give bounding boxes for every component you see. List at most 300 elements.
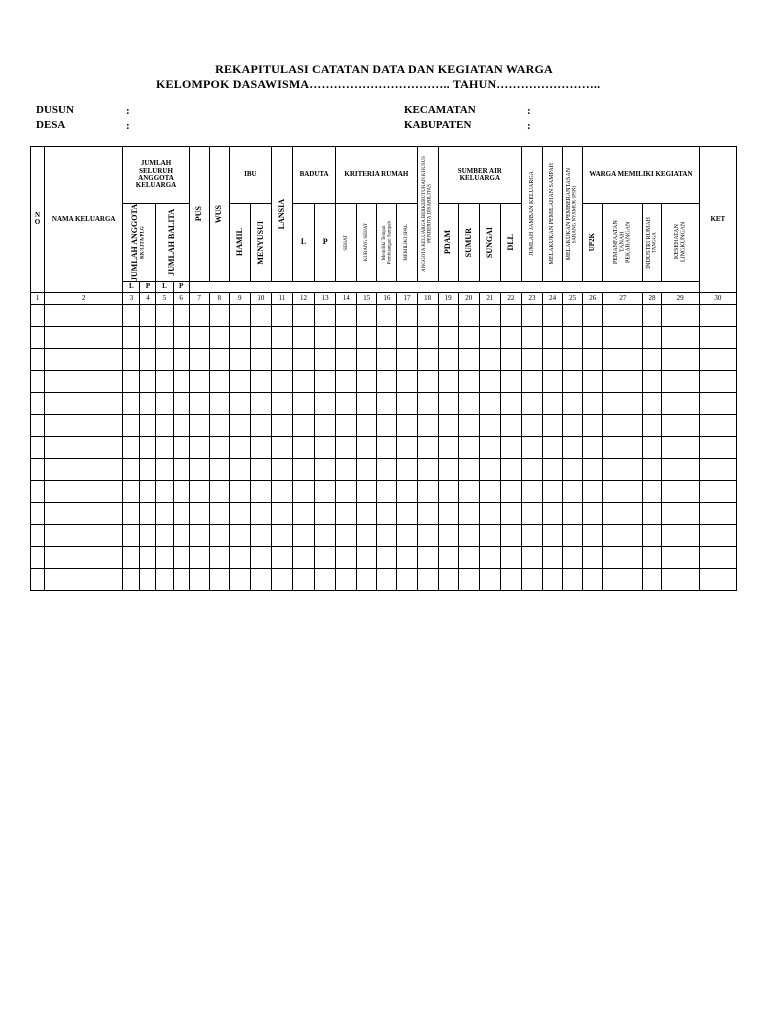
table-cell[interactable] — [250, 304, 271, 326]
table-cell[interactable] — [500, 392, 521, 414]
table-cell[interactable] — [173, 546, 189, 568]
table-cell[interactable] — [357, 348, 377, 370]
table-cell[interactable] — [397, 414, 417, 436]
table-cell[interactable] — [521, 436, 542, 458]
table-cell[interactable] — [123, 546, 140, 568]
table-cell[interactable] — [336, 546, 357, 568]
table-cell[interactable] — [173, 524, 189, 546]
table-cell[interactable] — [189, 458, 209, 480]
table-cell[interactable] — [229, 480, 250, 502]
table-cell[interactable] — [543, 502, 563, 524]
table-cell[interactable] — [315, 436, 336, 458]
table-cell[interactable] — [661, 546, 699, 568]
table-cell[interactable] — [173, 392, 189, 414]
table-cell[interactable] — [189, 546, 209, 568]
table-cell[interactable] — [500, 436, 521, 458]
table-cell[interactable] — [123, 304, 140, 326]
table-cell[interactable] — [543, 392, 563, 414]
table-cell[interactable] — [229, 502, 250, 524]
table-cell[interactable] — [357, 502, 377, 524]
table-cell[interactable] — [271, 370, 292, 392]
table-cell[interactable] — [643, 524, 661, 546]
table-cell[interactable] — [661, 524, 699, 546]
table-cell[interactable] — [458, 524, 479, 546]
table-cell[interactable] — [603, 348, 643, 370]
table-cell[interactable] — [543, 480, 563, 502]
table-cell[interactable] — [521, 458, 542, 480]
table-cell[interactable] — [209, 502, 229, 524]
table-cell[interactable] — [156, 370, 173, 392]
table-cell[interactable] — [271, 502, 292, 524]
table-cell[interactable] — [458, 370, 479, 392]
table-cell[interactable] — [271, 480, 292, 502]
table-cell[interactable] — [479, 502, 500, 524]
table-cell[interactable] — [336, 436, 357, 458]
table-cell[interactable] — [563, 546, 583, 568]
table-cell[interactable] — [603, 502, 643, 524]
table-cell[interactable] — [189, 502, 209, 524]
table-cell[interactable] — [377, 348, 397, 370]
table-cell[interactable] — [229, 524, 250, 546]
table-cell[interactable] — [643, 414, 661, 436]
table-cell[interactable] — [271, 524, 292, 546]
table-cell[interactable] — [661, 436, 699, 458]
table-cell[interactable] — [643, 326, 661, 348]
table-cell[interactable] — [438, 436, 458, 458]
table-cell[interactable] — [357, 480, 377, 502]
table-cell[interactable] — [583, 480, 603, 502]
table-cell[interactable] — [140, 326, 156, 348]
table-cell[interactable] — [140, 480, 156, 502]
table-cell[interactable] — [189, 304, 209, 326]
table-cell[interactable] — [563, 304, 583, 326]
table-cell[interactable] — [31, 546, 45, 568]
table-cell[interactable] — [357, 568, 377, 590]
table-cell[interactable] — [271, 568, 292, 590]
table-cell[interactable] — [397, 480, 417, 502]
table-cell[interactable] — [458, 480, 479, 502]
table-cell[interactable] — [293, 326, 315, 348]
table-cell[interactable] — [140, 568, 156, 590]
table-cell[interactable] — [250, 348, 271, 370]
table-cell[interactable] — [377, 458, 397, 480]
table-cell[interactable] — [643, 304, 661, 326]
table-cell[interactable] — [123, 436, 140, 458]
table-cell[interactable] — [661, 304, 699, 326]
table-cell[interactable] — [583, 436, 603, 458]
table-cell[interactable] — [45, 524, 123, 546]
table-cell[interactable] — [357, 546, 377, 568]
table-cell[interactable] — [315, 502, 336, 524]
table-cell[interactable] — [336, 370, 357, 392]
table-cell[interactable] — [458, 568, 479, 590]
table-cell[interactable] — [583, 392, 603, 414]
table-cell[interactable] — [417, 436, 438, 458]
table-cell[interactable] — [140, 502, 156, 524]
table-cell[interactable] — [271, 414, 292, 436]
table-cell[interactable] — [31, 524, 45, 546]
table-cell[interactable] — [643, 502, 661, 524]
table-cell[interactable] — [438, 348, 458, 370]
table-cell[interactable] — [661, 348, 699, 370]
table-cell[interactable] — [156, 414, 173, 436]
table-cell[interactable] — [563, 502, 583, 524]
table-cell[interactable] — [229, 370, 250, 392]
table-cell[interactable] — [458, 348, 479, 370]
table-cell[interactable] — [438, 546, 458, 568]
table-cell[interactable] — [250, 392, 271, 414]
table-cell[interactable] — [397, 370, 417, 392]
table-cell[interactable] — [315, 480, 336, 502]
table-cell[interactable] — [377, 480, 397, 502]
table-cell[interactable] — [45, 326, 123, 348]
table-cell[interactable] — [229, 326, 250, 348]
table-cell[interactable] — [643, 546, 661, 568]
table-cell[interactable] — [271, 304, 292, 326]
table-cell[interactable] — [563, 370, 583, 392]
table-cell[interactable] — [500, 326, 521, 348]
table-cell[interactable] — [209, 392, 229, 414]
table-cell[interactable] — [293, 304, 315, 326]
table-cell[interactable] — [357, 414, 377, 436]
table-cell[interactable] — [500, 546, 521, 568]
table-cell[interactable] — [397, 304, 417, 326]
table-cell[interactable] — [140, 436, 156, 458]
table-cell[interactable] — [521, 568, 542, 590]
table-cell[interactable] — [315, 304, 336, 326]
table-cell[interactable] — [417, 480, 438, 502]
table-cell[interactable] — [156, 436, 173, 458]
table-cell[interactable] — [603, 480, 643, 502]
table-cell[interactable] — [357, 304, 377, 326]
table-cell[interactable] — [521, 480, 542, 502]
table-cell[interactable] — [643, 370, 661, 392]
table-cell[interactable] — [293, 524, 315, 546]
table-cell[interactable] — [315, 392, 336, 414]
table-cell[interactable] — [315, 370, 336, 392]
table-cell[interactable] — [458, 326, 479, 348]
table-cell[interactable] — [521, 326, 542, 348]
table-cell[interactable] — [500, 502, 521, 524]
table-cell[interactable] — [209, 480, 229, 502]
table-cell[interactable] — [643, 436, 661, 458]
table-cell[interactable] — [563, 436, 583, 458]
table-cell[interactable] — [156, 524, 173, 546]
table-cell[interactable] — [189, 568, 209, 590]
table-cell[interactable] — [315, 546, 336, 568]
table-cell[interactable] — [583, 370, 603, 392]
table-cell[interactable] — [500, 304, 521, 326]
table-cell[interactable] — [250, 326, 271, 348]
table-cell[interactable] — [603, 524, 643, 546]
table-cell[interactable] — [479, 436, 500, 458]
table-cell[interactable] — [438, 480, 458, 502]
table-cell[interactable] — [417, 524, 438, 546]
table-cell[interactable] — [250, 414, 271, 436]
table-cell[interactable] — [45, 458, 123, 480]
table-cell[interactable] — [603, 392, 643, 414]
table-cell[interactable] — [336, 524, 357, 546]
table-cell[interactable] — [293, 480, 315, 502]
table-cell[interactable] — [189, 524, 209, 546]
table-cell[interactable] — [699, 568, 736, 590]
table-cell[interactable] — [315, 414, 336, 436]
table-cell[interactable] — [643, 480, 661, 502]
table-cell[interactable] — [45, 568, 123, 590]
table-cell[interactable] — [156, 546, 173, 568]
table-cell[interactable] — [543, 458, 563, 480]
table-cell[interactable] — [438, 524, 458, 546]
table-cell[interactable] — [661, 414, 699, 436]
table-cell[interactable] — [31, 568, 45, 590]
table-cell[interactable] — [661, 392, 699, 414]
table-cell[interactable] — [543, 348, 563, 370]
table-cell[interactable] — [271, 436, 292, 458]
table-cell[interactable] — [521, 524, 542, 546]
table-cell[interactable] — [156, 326, 173, 348]
table-cell[interactable] — [31, 436, 45, 458]
table-cell[interactable] — [500, 524, 521, 546]
table-cell[interactable] — [397, 568, 417, 590]
table-cell[interactable] — [140, 546, 156, 568]
table-cell[interactable] — [271, 458, 292, 480]
table-cell[interactable] — [123, 480, 140, 502]
table-cell[interactable] — [479, 370, 500, 392]
table-cell[interactable] — [583, 458, 603, 480]
table-cell[interactable] — [543, 370, 563, 392]
table-cell[interactable] — [603, 568, 643, 590]
table-cell[interactable] — [458, 436, 479, 458]
table-cell[interactable] — [140, 524, 156, 546]
table-cell[interactable] — [377, 524, 397, 546]
table-cell[interactable] — [336, 326, 357, 348]
table-cell[interactable] — [123, 568, 140, 590]
table-cell[interactable] — [397, 502, 417, 524]
table-cell[interactable] — [293, 458, 315, 480]
table-cell[interactable] — [563, 458, 583, 480]
table-cell[interactable] — [397, 348, 417, 370]
table-cell[interactable] — [209, 546, 229, 568]
table-cell[interactable] — [173, 502, 189, 524]
table-cell[interactable] — [661, 568, 699, 590]
table-cell[interactable] — [521, 348, 542, 370]
table-cell[interactable] — [209, 524, 229, 546]
table-cell[interactable] — [357, 326, 377, 348]
table-cell[interactable] — [643, 568, 661, 590]
table-cell[interactable] — [209, 414, 229, 436]
table-cell[interactable] — [458, 414, 479, 436]
table-cell[interactable] — [293, 392, 315, 414]
table-cell[interactable] — [458, 304, 479, 326]
table-cell[interactable] — [209, 436, 229, 458]
table-cell[interactable] — [123, 414, 140, 436]
table-cell[interactable] — [417, 370, 438, 392]
table-cell[interactable] — [209, 458, 229, 480]
table-cell[interactable] — [336, 568, 357, 590]
table-cell[interactable] — [563, 568, 583, 590]
table-cell[interactable] — [45, 392, 123, 414]
table-cell[interactable] — [377, 304, 397, 326]
table-cell[interactable] — [438, 414, 458, 436]
table-cell[interactable] — [417, 348, 438, 370]
table-cell[interactable] — [123, 370, 140, 392]
table-cell[interactable] — [603, 436, 643, 458]
table-cell[interactable] — [397, 524, 417, 546]
table-cell[interactable] — [603, 304, 643, 326]
table-cell[interactable] — [699, 546, 736, 568]
table-cell[interactable] — [357, 392, 377, 414]
table-cell[interactable] — [479, 524, 500, 546]
table-cell[interactable] — [123, 524, 140, 546]
table-cell[interactable] — [603, 370, 643, 392]
table-cell[interactable] — [271, 546, 292, 568]
table-cell[interactable] — [438, 392, 458, 414]
table-cell[interactable] — [31, 414, 45, 436]
table-cell[interactable] — [699, 304, 736, 326]
table-cell[interactable] — [563, 480, 583, 502]
table-cell[interactable] — [479, 392, 500, 414]
table-cell[interactable] — [479, 458, 500, 480]
table-cell[interactable] — [315, 568, 336, 590]
table-cell[interactable] — [189, 326, 209, 348]
table-cell[interactable] — [315, 348, 336, 370]
table-cell[interactable] — [500, 480, 521, 502]
table-cell[interactable] — [699, 480, 736, 502]
table-cell[interactable] — [123, 502, 140, 524]
table-cell[interactable] — [543, 304, 563, 326]
table-cell[interactable] — [583, 524, 603, 546]
table-cell[interactable] — [31, 502, 45, 524]
table-cell[interactable] — [417, 326, 438, 348]
table-cell[interactable] — [209, 370, 229, 392]
table-cell[interactable] — [45, 502, 123, 524]
table-cell[interactable] — [563, 524, 583, 546]
table-cell[interactable] — [500, 414, 521, 436]
table-cell[interactable] — [643, 392, 661, 414]
table-cell[interactable] — [189, 414, 209, 436]
table-cell[interactable] — [293, 436, 315, 458]
table-cell[interactable] — [140, 414, 156, 436]
table-cell[interactable] — [661, 458, 699, 480]
table-cell[interactable] — [31, 370, 45, 392]
table-cell[interactable] — [336, 458, 357, 480]
table-cell[interactable] — [500, 458, 521, 480]
table-cell[interactable] — [397, 392, 417, 414]
table-cell[interactable] — [417, 414, 438, 436]
table-cell[interactable] — [563, 348, 583, 370]
table-cell[interactable] — [583, 414, 603, 436]
table-cell[interactable] — [699, 524, 736, 546]
table-cell[interactable] — [563, 392, 583, 414]
table-cell[interactable] — [336, 392, 357, 414]
table-cell[interactable] — [293, 348, 315, 370]
table-cell[interactable] — [583, 326, 603, 348]
table-cell[interactable] — [500, 370, 521, 392]
table-cell[interactable] — [45, 304, 123, 326]
table-cell[interactable] — [250, 524, 271, 546]
table-cell[interactable] — [583, 304, 603, 326]
table-cell[interactable] — [250, 480, 271, 502]
table-cell[interactable] — [699, 502, 736, 524]
table-cell[interactable] — [189, 348, 209, 370]
table-cell[interactable] — [417, 458, 438, 480]
table-cell[interactable] — [229, 436, 250, 458]
table-cell[interactable] — [209, 348, 229, 370]
table-cell[interactable] — [156, 348, 173, 370]
table-cell[interactable] — [293, 568, 315, 590]
table-cell[interactable] — [250, 502, 271, 524]
table-cell[interactable] — [45, 370, 123, 392]
table-cell[interactable] — [293, 414, 315, 436]
table-cell[interactable] — [377, 436, 397, 458]
table-cell[interactable] — [699, 326, 736, 348]
table-cell[interactable] — [156, 502, 173, 524]
table-cell[interactable] — [377, 568, 397, 590]
table-cell[interactable] — [156, 458, 173, 480]
table-cell[interactable] — [315, 326, 336, 348]
table-cell[interactable] — [603, 326, 643, 348]
table-cell[interactable] — [293, 546, 315, 568]
table-cell[interactable] — [417, 546, 438, 568]
table-cell[interactable] — [250, 370, 271, 392]
table-cell[interactable] — [417, 502, 438, 524]
table-cell[interactable] — [543, 546, 563, 568]
table-cell[interactable] — [140, 392, 156, 414]
table-cell[interactable] — [377, 370, 397, 392]
table-cell[interactable] — [583, 546, 603, 568]
table-cell[interactable] — [173, 370, 189, 392]
table-cell[interactable] — [173, 568, 189, 590]
table-cell[interactable] — [699, 414, 736, 436]
table-cell[interactable] — [156, 568, 173, 590]
table-cell[interactable] — [479, 326, 500, 348]
table-cell[interactable] — [45, 436, 123, 458]
table-cell[interactable] — [336, 480, 357, 502]
table-cell[interactable] — [479, 546, 500, 568]
table-cell[interactable] — [543, 524, 563, 546]
table-cell[interactable] — [377, 546, 397, 568]
table-cell[interactable] — [123, 326, 140, 348]
table-cell[interactable] — [699, 370, 736, 392]
table-cell[interactable] — [521, 370, 542, 392]
table-cell[interactable] — [438, 326, 458, 348]
table-cell[interactable] — [699, 436, 736, 458]
table-cell[interactable] — [438, 502, 458, 524]
table-cell[interactable] — [563, 326, 583, 348]
table-cell[interactable] — [357, 458, 377, 480]
table-cell[interactable] — [357, 370, 377, 392]
table-cell[interactable] — [31, 348, 45, 370]
table-cell[interactable] — [543, 436, 563, 458]
table-cell[interactable] — [438, 304, 458, 326]
table-cell[interactable] — [189, 370, 209, 392]
table-cell[interactable] — [500, 348, 521, 370]
table-cell[interactable] — [661, 480, 699, 502]
table-cell[interactable] — [397, 326, 417, 348]
table-cell[interactable] — [229, 348, 250, 370]
table-cell[interactable] — [643, 348, 661, 370]
table-cell[interactable] — [377, 326, 397, 348]
table-cell[interactable] — [397, 436, 417, 458]
table-cell[interactable] — [543, 414, 563, 436]
table-cell[interactable] — [377, 502, 397, 524]
table-cell[interactable] — [45, 414, 123, 436]
table-cell[interactable] — [123, 458, 140, 480]
table-cell[interactable] — [250, 568, 271, 590]
table-cell[interactable] — [397, 458, 417, 480]
table-cell[interactable] — [250, 458, 271, 480]
table-cell[interactable] — [661, 502, 699, 524]
